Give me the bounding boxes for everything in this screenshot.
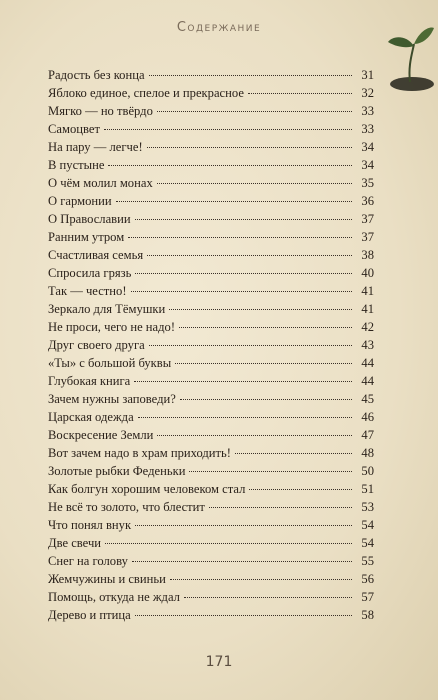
toc-entry-title: Дерево и птица bbox=[48, 608, 131, 622]
toc-entry-page: 56 bbox=[361, 572, 374, 586]
table-of-contents bbox=[48, 64, 374, 622]
toc-entry-page: 37 bbox=[361, 212, 374, 226]
toc-entry[interactable] bbox=[48, 604, 374, 622]
toc-entry-page: 34 bbox=[361, 158, 374, 172]
toc-entry-title: Радость без конца bbox=[48, 68, 145, 82]
toc-entry-title: На пару — легче! bbox=[48, 140, 143, 154]
toc-entry-title: Жемчужины и свиньи bbox=[48, 572, 166, 586]
toc-entry-title: Как болгун хорошим человеком стал bbox=[48, 482, 246, 496]
toc-entry-title: «Ты» с большой буквы bbox=[48, 356, 172, 370]
toc-entry-page: 33 bbox=[361, 104, 374, 118]
toc-entry-title: Золотые рыбки Феденьки bbox=[48, 464, 186, 478]
dot-leader bbox=[157, 421, 352, 436]
toc-entry-page: 31 bbox=[361, 68, 374, 82]
toc-entry-title: Вот зачем надо в храм приходить! bbox=[48, 446, 231, 460]
toc-entry-title: Что понял внук bbox=[48, 518, 132, 532]
dot-leader bbox=[189, 457, 352, 472]
toc-entry-title: Зачем нужны заповеди? bbox=[48, 392, 176, 406]
toc-entry-title: Счастливая семья bbox=[48, 248, 144, 262]
toc-entry-page: 40 bbox=[361, 266, 374, 280]
dot-leader bbox=[135, 511, 352, 526]
dot-leader bbox=[180, 385, 352, 400]
toc-entry-title: Зеркало для Тёмушки bbox=[48, 302, 166, 316]
toc-entry-page: 48 bbox=[361, 446, 374, 460]
dot-leader bbox=[209, 493, 352, 508]
toc-entry-title: О Православии bbox=[48, 212, 131, 226]
toc-entry-title: Самоцвет bbox=[48, 122, 100, 136]
toc-entry-title: Снег на голову bbox=[48, 554, 128, 568]
toc-entry-page: 38 bbox=[361, 248, 374, 262]
dot-leader bbox=[147, 133, 352, 148]
toc-entry-title: О чём молил монах bbox=[48, 176, 153, 190]
dot-leader bbox=[116, 187, 352, 202]
dot-leader bbox=[169, 295, 352, 310]
toc-entry-title: Друг своего друга bbox=[48, 338, 145, 352]
toc-entry-title: О гармонии bbox=[48, 194, 112, 208]
dot-leader bbox=[135, 205, 352, 220]
toc-entry-page: 46 bbox=[361, 410, 374, 424]
dot-leader bbox=[135, 259, 352, 274]
dot-leader bbox=[175, 349, 352, 364]
toc-entry-page: 32 bbox=[361, 86, 374, 100]
toc-entry-page: 36 bbox=[361, 194, 374, 208]
dot-leader bbox=[134, 367, 352, 382]
toc-entry-page: 51 bbox=[361, 482, 374, 496]
dot-leader bbox=[149, 61, 352, 76]
toc-entry-title: Не проси, чего не надо! bbox=[48, 320, 176, 334]
toc-entry-title: Помощь, откуда не ждал bbox=[48, 590, 180, 604]
page-number: 171 bbox=[205, 654, 233, 670]
toc-entry-title: Яблоко единое, спелое и прекрасное bbox=[48, 86, 244, 100]
toc-entry-page: 53 bbox=[361, 500, 374, 514]
toc-entry-page: 42 bbox=[361, 320, 374, 334]
dot-leader bbox=[249, 475, 352, 490]
page-title: Содержание bbox=[176, 20, 262, 35]
toc-entry-page: 33 bbox=[361, 122, 374, 136]
toc-entry-page: 41 bbox=[361, 284, 374, 298]
dot-leader bbox=[157, 97, 352, 112]
dot-leader bbox=[157, 169, 352, 184]
dot-leader bbox=[135, 601, 352, 616]
dot-leader bbox=[147, 241, 352, 256]
toc-entry-title: Не всё то золото, что блестит bbox=[48, 500, 205, 514]
dot-leader bbox=[104, 115, 352, 130]
toc-entry-page: 54 bbox=[361, 518, 374, 532]
toc-entry-title: Воскресение Земли bbox=[48, 428, 154, 442]
toc-entry-page: 47 bbox=[361, 428, 374, 442]
toc-entry-page: 58 bbox=[361, 608, 374, 622]
dot-leader bbox=[149, 331, 352, 346]
dot-leader bbox=[138, 403, 352, 418]
dot-leader bbox=[248, 79, 352, 94]
toc-entry-page: 55 bbox=[361, 554, 374, 568]
toc-entry-title: Две свечи bbox=[48, 536, 102, 550]
toc-entry-page: 45 bbox=[361, 392, 374, 406]
toc-entry-title: Мягко — но твёрдо bbox=[48, 104, 153, 118]
toc-entry-title: Глубокая книга bbox=[48, 374, 131, 388]
toc-entry-title: Так — честно! bbox=[48, 284, 127, 298]
toc-entry-title: В пустыне bbox=[48, 158, 105, 172]
dot-leader bbox=[105, 529, 352, 544]
dot-leader bbox=[184, 583, 352, 598]
dot-leader bbox=[128, 223, 352, 238]
toc-entry-page: 50 bbox=[361, 464, 374, 478]
sprout-illustration bbox=[382, 14, 434, 94]
toc-entry-page: 34 bbox=[361, 140, 374, 154]
dot-leader bbox=[108, 151, 352, 166]
dot-leader bbox=[170, 565, 352, 580]
toc-entry-page: 57 bbox=[361, 590, 374, 604]
toc-entry-title: Царская одежда bbox=[48, 410, 134, 424]
dot-leader bbox=[235, 439, 352, 454]
toc-entry-title: Ранним утром bbox=[48, 230, 125, 244]
dot-leader bbox=[131, 277, 352, 292]
toc-entry-page: 44 bbox=[361, 356, 374, 370]
toc-entry-page: 44 bbox=[361, 374, 374, 388]
toc-entry-page: 54 bbox=[361, 536, 374, 550]
dot-leader bbox=[132, 547, 352, 562]
toc-entry-page: 37 bbox=[361, 230, 374, 244]
toc-entry-title: Спросила грязь bbox=[48, 266, 132, 280]
toc-entry-page: 43 bbox=[361, 338, 374, 352]
toc-entry-page: 41 bbox=[361, 302, 374, 316]
toc-entry-page: 35 bbox=[361, 176, 374, 190]
dot-leader bbox=[179, 313, 352, 328]
